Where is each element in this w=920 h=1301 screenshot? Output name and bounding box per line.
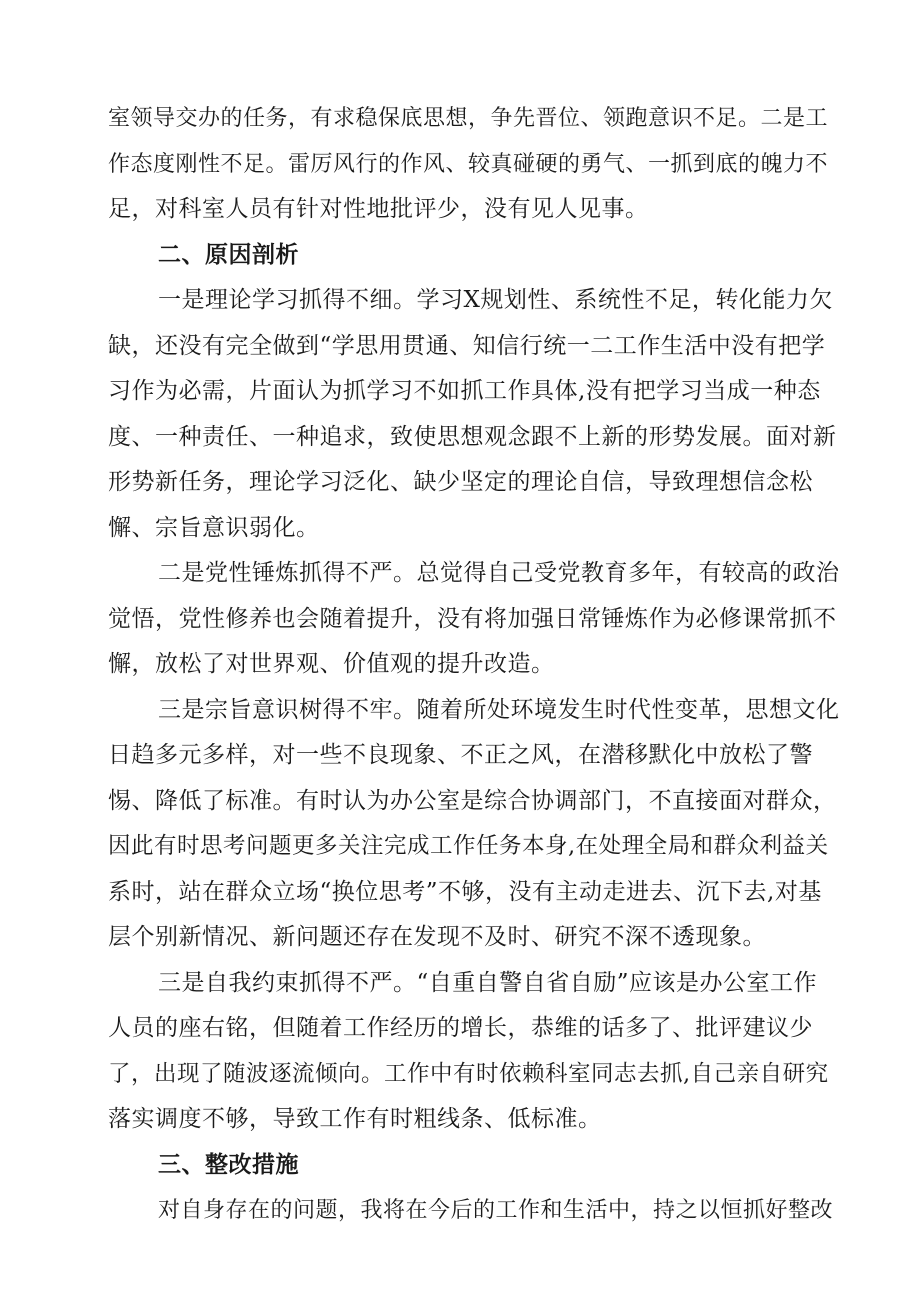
paragraph-line: 三是自我约束抓得不严。“自重自警自省自励”应该是办公室工作: [158, 969, 818, 996]
paragraph-line: 形势新任务，理论学习泛化、缺少坚定的理论自信，导致理想信念松: [108, 469, 813, 495]
paragraph-line: 一是理论学习抓得不细。学习X规划性、系统性不足，转化能力欠: [158, 287, 833, 313]
paragraph-line: 作态度刚性不足。雷厉风行的作风、较真碰硬的勇气、一抓到底的魄力不: [108, 151, 829, 177]
document-body: [108, 96, 843, 1234]
paragraph-line: 度、一种责任、一种追求，致使思想观念跟不上新的形势发展。面对新: [108, 423, 837, 450]
section-heading-cause-analysis: 二、原因剖析: [158, 241, 299, 268]
paragraph-line: 懈、宗旨意识弱化。: [108, 514, 320, 541]
paragraph-line: 习作为必需，片面认为抓学习不如抓工作具体,没有把学习当成一种态: [108, 378, 821, 404]
paragraph-line: 人员的座右铭，但随着工作经历的增长，恭维的话多了、批评建议少: [108, 1015, 813, 1041]
paragraph-line: 系时，站在群众立场“换位思考”不够，没有主动走进去、沉下去,对基: [108, 878, 822, 905]
paragraph-line: 了，出现了随波逐流倾向。工作中有时依赖科室同志去抓,自己亲自研究: [108, 1060, 829, 1087]
paragraph-line: 日趋多元多样，对一些不良现象、不正之风，在潜移默化中放松了警: [108, 742, 813, 768]
paragraph-line: 因此有时思考问题更多关注完成工作任务本身,在处理全局和群众利益关: [108, 833, 829, 859]
paragraph-line: 层个别新情况、新问题还存在发现不及时、研究不深不透现象。: [108, 924, 766, 950]
section-heading-rectification-measures: 三、整改措施: [158, 1151, 299, 1178]
paragraph-line: 缺，还没有完全做到“学思用贯通、知信行统一二工作生活中没有把学: [108, 332, 826, 359]
paragraph-line: 对自身存在的问题，我将在今后的工作和生活中，持之以恒抓好整改: [158, 1198, 834, 1223]
paragraph-line: 觉悟，党性修养也会随着提升，没有将加强日常锤炼作为必修课常抓不: [108, 605, 837, 632]
paragraph-line: 懈，放松了对世界观、价值观的提升改造。: [108, 651, 555, 677]
paragraph-line: 室领导交办的任务，有求稳保底思想，争先晋位、领跑意识不足。二是工: [108, 106, 829, 131]
paragraph-line: 二是党性锤炼抓得不严。总觉得自己受党教育多年，有较高的政治: [158, 560, 840, 586]
paragraph-line: 惕、降低了标准。有时认为办公室是综合协调部门，不直接面对群众，: [108, 787, 837, 814]
paragraph-line: 落实调度不够，导致工作有时粗线条、低标准。: [108, 1106, 602, 1132]
paragraph-line: 三是宗旨意识树得不牢。随着所处环境发生时代性变革，思想文化: [158, 696, 840, 723]
paragraph-line: 足，对科室人员有针对性地批评少，没有见人见事。: [108, 196, 649, 222]
